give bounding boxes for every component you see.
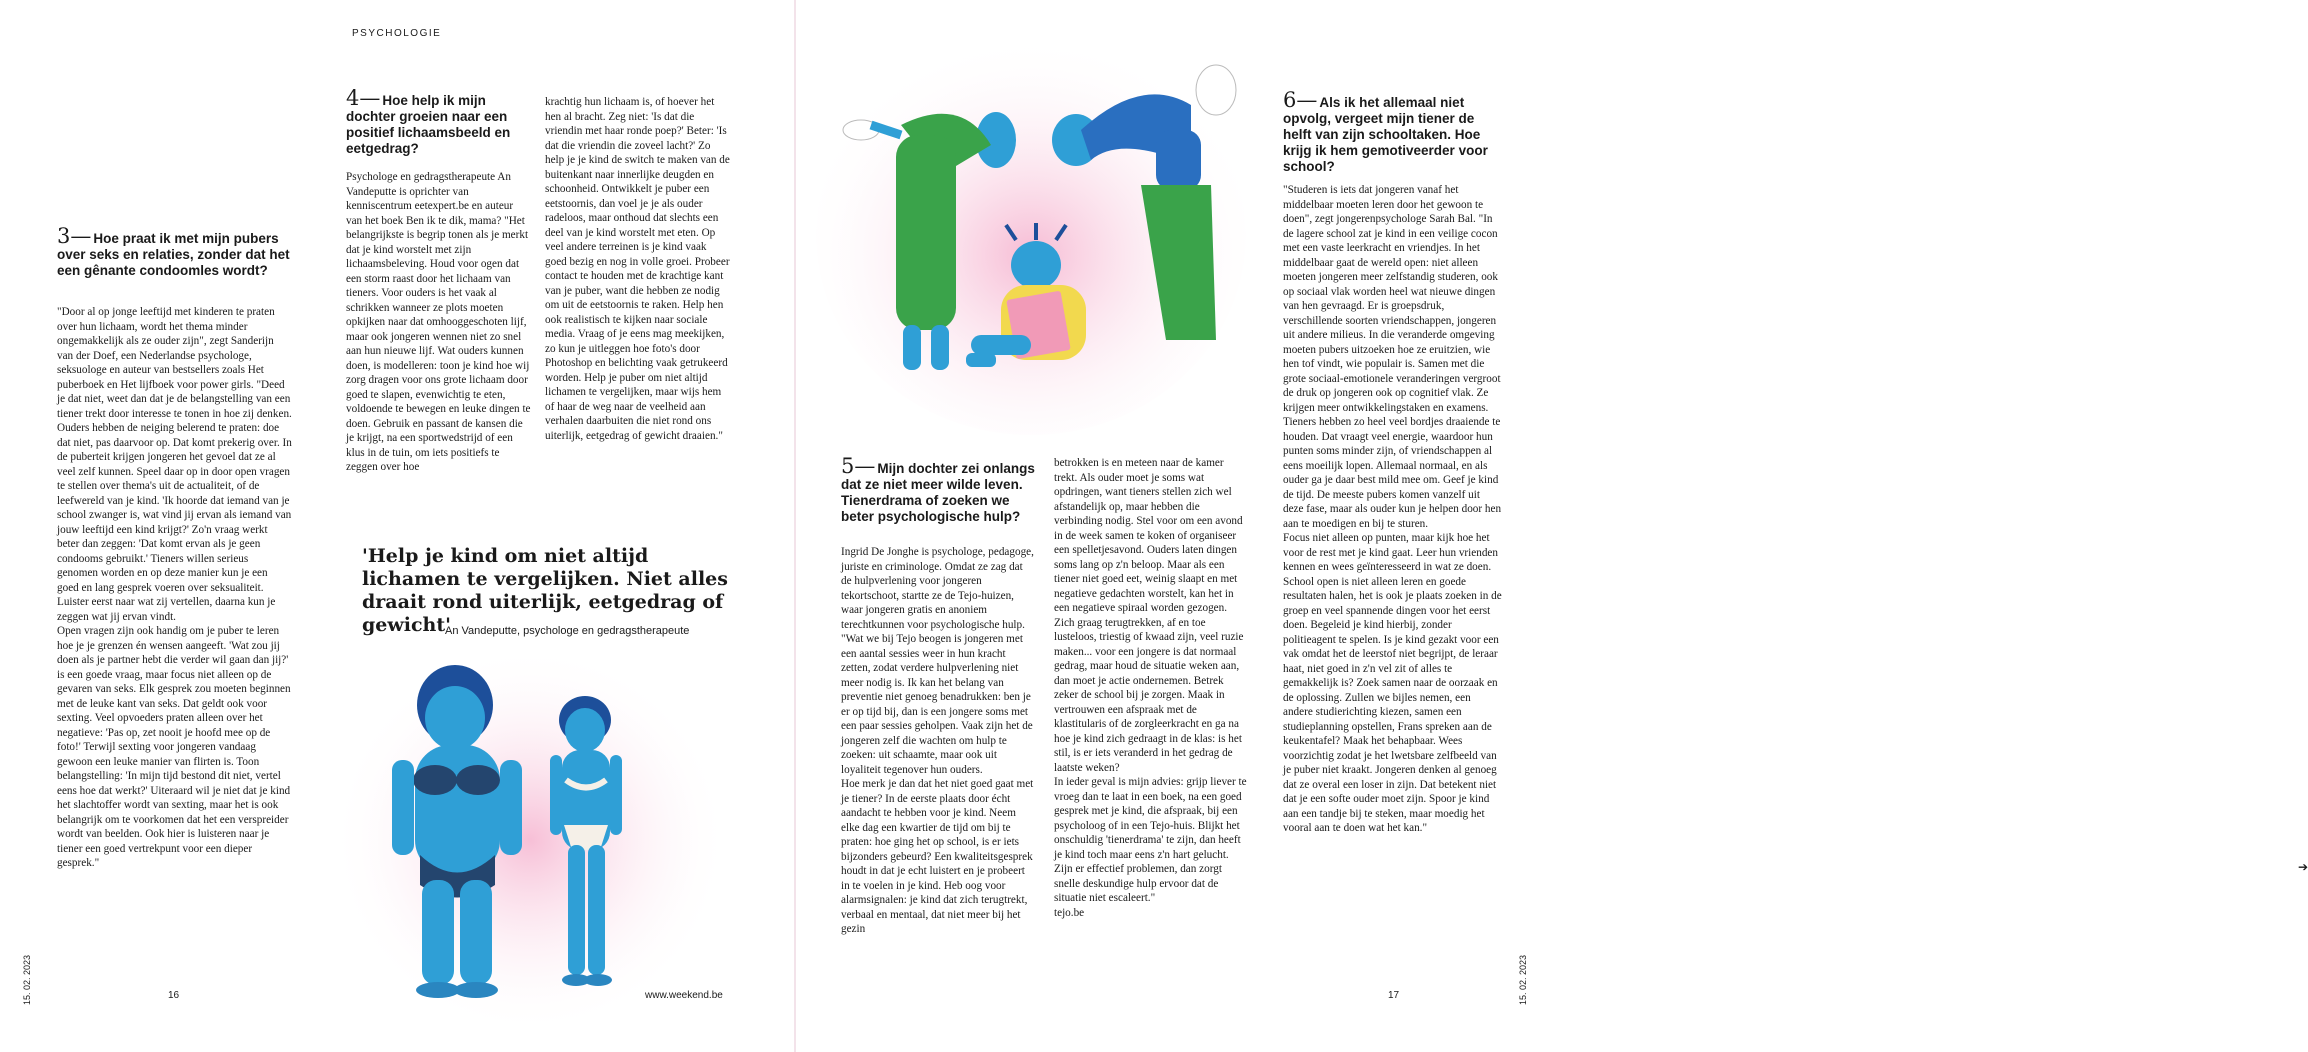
page-number-right: 17: [1388, 990, 1400, 1001]
illustration-parents-and-teen: [821, 35, 1241, 425]
continue-arrow-icon: ➔: [2298, 860, 2308, 874]
question-5-heading: [841, 454, 1041, 525]
right-page: [796, 0, 2308, 1052]
question-6-number: 6—: [1283, 88, 1318, 112]
website-link[interactable]: www.weekend.be: [645, 990, 723, 1001]
question-6-title: Als ik het allemaal niet opvolg, vergeet mijn tiener de helft van zijn schooltaken. Hoe krijg ik hem gemotiveerder voor school?: [1283, 95, 1488, 174]
pull-quote-author: An Vandeputte, psychologe en gedragstherapeute: [445, 625, 690, 637]
question-4-title: Hoe help ik mijn dochter groeien naar een positief lichaamsbeeld en eetgedrag?: [346, 93, 511, 156]
issue-date-left: 15. 02. 2023: [22, 954, 32, 1005]
left-page: [0, 0, 795, 1052]
question-6-body: "Studeren is iets dat jongeren vanaf het middelbaar moeten leren door het gewoon te doen", zegt jongerenpsychologe Sarah Bal. "In de lagere school zat je kind in een veilige cocon met een vaste leerkracht en vriendjes. In het middelbaar gaat de wereld open: niet alleen moeten jongeren meer zelfstandig studeren, ook op sociaal vlak worden heel wat nieuwe dingen van hen gevraagd. Er is groepsdruk, verschillende soorten vriendschappen, jongeren uit andere milieus. In die veranderde omgeving moeten pubers uitzoeken hoe ze eruitzien, wie hen tof vindt, wie populair is. Samen met die grote sociaal-emotionele veranderingen vergroot de druk op jongeren ook op cognitief vlak. Ze krijgen meer ontwikkelingstaken en examens. Tieners hebben zo heel veel bordjes draaiende te houden. Dat vraagt veel energie, waardoor hun punten soms minder zijn, of vriendschappen al eens moeilijk lopen. Allemaal normaal, en als ouder ga je daar best mild mee om. Geef je kind de tijd. De meeste pubers komen vanzelf uit deze fase, maar als ouder kun je helpen door hen aan te moedigen en bij te sturen. Focus niet alleen op punten, maar kijk hoe het voor de rest met je kind gaat. Leer hun vrienden kennen en wees geïnteresseerd in wat ze doen. School open is niet alleen leren en goede resultaten halen, het is ook je plaats zoeken in de groep en veel spannende dingen voor het eerst doen. Begeleid je kind hierbij, zonder politieagent te spelen. Is je kind gezakt voor een vak omdat het de leerstof niet begrijpt, de leraar haat, niet goed in z'n vel zit of alles te gemakkelijk is? Zoek samen naar de oorzaak en de oplossing. Zullen we bijles nemen, een andere studierichting kiezen, samen een studieplanning opstellen, Frans spreken aan de keukentafel? Maak het behapbaar. Wees voorzichtig zodat je het lwetsbare zelfbeeld van je puber niet kraakt. Jongeren denken al genoeg dat ze overal een loser in zijn. Dat betekent niet dat je een softe ouder moet zijn. Spoor je kind aan een tandje bij te steken, maar moedig het vooral aan te doen wat het kan.": [1283, 184, 1502, 834]
question-5-body-col1: Ingrid De Jonghe is psychologe, pedagoge, juriste en criminologe. Omdat ze zag dat de hulpverlening voor jongeren tekortschoot, startte ze de Tejo-huizen, waar jongeren gratis en anoniem terechtkunnen voor psychologische hulp. "Wat we bij Tejo beogen is jongeren met een aantal sessies weer in hun kracht zetten, zodat verdere hulpverlening niet meer nodig is. Ik kan het belang van preventie niet genoeg benadrukken: ben je er op tijd bij, dan is een jongere soms met een paar sessies geholpen. Vaak zijn het de jongeren zelf die wachten om hulp te zoeken: uit schaamte, maar ook uit loyaliteit tegenover hun ouders. Hoe merk je dan dat het niet goed gaat met je tiener? In de eerste plaats door écht aandacht te hebben voor je kind. Neem elke dag een kwartier de tijd om bij te praten: hoe ging het op school, is er iets bijzonders gebeurd? Een kwaliteitsgesprek houdt in dat je echt luistert en je probeert in te voelen in je kind. Heb oog voor alarmsignalen: je kind dat zich terugtrekt, verbaal en mentaal, dat niet meer bij het gezin: [841, 546, 1034, 935]
question-5-number: 5—: [841, 454, 876, 478]
issue-date-right: 15. 02. 2023: [1518, 954, 1528, 1005]
question-6-heading: [1283, 88, 1493, 175]
question-3-title: Hoe praat ik met mijn pubers over seks en relaties, zonder dat het een gênante condoomles wordt?: [57, 231, 290, 278]
pull-quote: 'Help je kind om niet altijd lichamen te vergelijken. Niet alles draait rond uiterlijk, eetgedrag of gewicht': [362, 545, 728, 636]
question-4-body-col2: krachtig hun lichaam is, of hoever het hen al bracht. Zeg niet: 'Is dat die vriendin met haar ronde poep?' Beter: 'Is dat die vriendin die zoveel lacht?' Zo help je je kind de switch te maken van de buitenkant naar innerlijke deugden en schoonheid. Ontwikkelt je puber een eetstoornis, dan voel je je als ouder radeloos, maar onthoud dat slechts een deel van je kind worstelt met eten. Op veel andere terreinen is je kind vaak goed bezig en nog in volle groei. Probeer contact te houden met de krachtige kant van je puber, want die hebben ze nodig om uit de eetstoornis te raken. Help hen ook realistisch te kijken naar sociale media. Vraag of je eens mag meekijken, zo kun je uitleggen hoe foto's door Photoshop en belichting vaak getrukeerd worden. Help je puber om niet altijd lichamen te vergelijken, maar wijs hem of haar de weg naar de veelheid aan verhalen daarbuiten die niet rond ons uiterlijk, eetgedrag of gewicht draaien.": [545, 96, 733, 442]
question-3-heading: [57, 224, 292, 279]
question-5-title: Mijn dochter zei onlangs dat ze niet meer wilde leven. Tienerdrama of zoeken we beter psychologische hulp?: [841, 461, 1035, 524]
question-3-body: "Door al op jonge leeftijd met kinderen te praten over hun lichaam, wordt het thema minder ongemakkelijk als ze ouder zijn", zegt Sanderijn van der Doef, een Nederlandse psychologe, seksuologe en auteur van bestsellers zoals Het puberboek en Het lijfboek voor power girls. "Deed je dat niet, weet dan dat je de belangstelling van een tiener trekt door interesse te tonen in hoe zij denken. Ouders hebben de neiging belerend te praten: doe dat niet, pas daarvoor op. Dat komt prekerig over. In de puberteit krijgen jongeren het gevoel dat ze al veel zelf kunnen. Speel daar op in door open vragen te stellen over thema's uit de actualiteit, of de leefwereld van je kind. 'Ik hoorde dat iemand van je school zwanger is, wat vind jij ervan als iemand van jouw leeftijd een kind krijgt?' Zo'n vraag werkt beter dan zeggen: 'Dat komt ervan als je geen condooms gebruikt.' Tieners willen serieus genomen worden en op deze manier kun je een goed en lang gesprek voeren over seksualiteit. Luister eerst naar wat zij vertellen, daarna kun je zeggen wat jij ervan vindt. Open vragen zijn ook handig om je puber te leren hoe je je grenzen én wensen aangeeft. 'Wat zou jij doen als je partner hebt die verder wil gaan dan jij?' is een goede vraag, maar focus niet alleen op de gevaren van seks. Elk gesprek zou moeten beginnen met de leuke kant van seks. Dat geldt ook voor sexting. Veel opvoeders praten alleen over het negatieve: 'Pas op, zet nooit je hoofd mee op de foto!' Terwijl sexting voor jongeren vandaag gewoon een leuke manier van flirten is. Toon belangstelling: 'In mijn tijd bestond dit niet, vertel eens hoe dat werkt?' Uiteraard wil je niet dat je kind het slachtoffer wordt van sexting, maar het is ook belangrijk om te voorkomen dat het een verspreider wordt van beelden. Ook hier is luisteren naar je tiener een goed vertrekpunt voor een dieper gesprek.": [57, 306, 292, 869]
illustration-two-women: [330, 640, 730, 1040]
question-3-number: 3—: [57, 224, 92, 248]
question-5-body-col2: betrokken is en meteen naar de kamer trekt. Als ouder moet je soms wat opdringen, want tieners stellen zich wel afstandelijk op, maar hebben die verbinding nodig. Stel voor om een avond in de week samen te koken of organiseer een spelletjesavond. Ouders laten dingen soms lang op z'n beloop. Maar als een tiener niet goed eet, weinig slaapt en met negatieve gedachten worstelt, kan het in een negatieve spiraal worden gezogen. Zich graag terugtrekken, af en toe lusteloos, triestig of kwaad zijn, veel ruzie maken... voor een jongere is dat normaal gedrag, maar houd de situatie weken aan, dan moet je actie ondernemen. Betrek zeker de school bij je zorgen. Maak in vertrouwen een afspraak met de klastitularis of de zorgleerkracht en ga na hoe je kind zich gedraagt in de klas: is het stil, is er iets veranderd in het gedrag de laatste weken? In ieder geval is mijn advies: grijp liever te vroeg dan te laat in een boek, na een goed gesprek met je kind, die afspraak, bij een psycholoog of in een Tejo-huis. Blijkt het onschuldig 'tienerdrama' te zijn, dan heeft je kind toch maar eens z'n hart gelucht. Zijn er effectief problemen, dan zorgt snelle deskundige hulp ervoor dat de situatie niet escaleert." tejo.be: [1054, 457, 1247, 919]
question-4-heading: [346, 86, 531, 157]
page-number-left: 16: [168, 990, 180, 1001]
question-4-body-col1: Psychologe en gedragstherapeute An Vandeputte is oprichter van kenniscentrum eetexpert.be en auteur van het boek Ben ik te dik, mama? "Het belangrijkste is begrip tonen als je merkt dat je kind worstelt met zijn lichaamsbeleving. Houd voor ogen dat een storm raast door het lichaam van tieners. Voor ouders is het vaak al schrikken wanneer ze plots moeten opkijken naar dat omhooggeschoten lijf, maar ook jongeren wennen niet zo snel aan hun nieuwe lijf. Wat ouders kunnen doen, is modelleren: toon je kind hoe wij zorg dragen voor ons grote lichaam door goed te slapen, evenwichtig te eten, voldoende te bewegen en leuke dingen te doen. Gebruik en passant de kansen die je krijgt, na een sportwedstrijd of een klus in de tuin, om iets positiefs te zeggen over hoe: [346, 171, 534, 473]
question-4-number: 4—: [346, 86, 381, 110]
section-label: PSYCHOLOGIE: [352, 28, 442, 39]
